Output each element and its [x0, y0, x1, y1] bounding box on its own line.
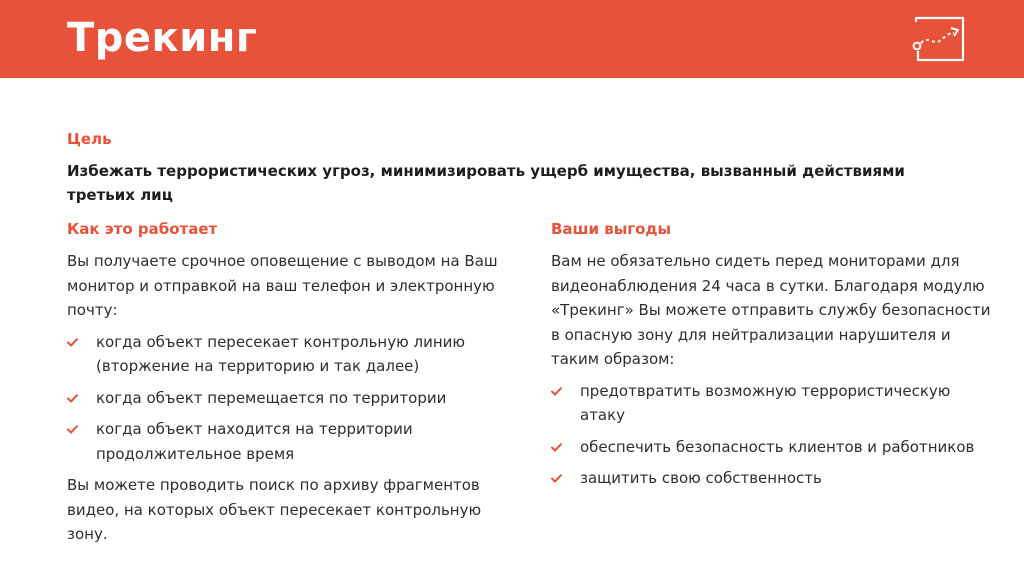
- how-it-works-intro: Вы получаете срочное оповещение с выводом на Ваш монитор и отправкой на ваш телефон и электронную почту:: [67, 252, 498, 319]
- page-title: Трекинг: [67, 15, 258, 61]
- check-icon: [551, 387, 562, 396]
- check-icon: [551, 474, 562, 483]
- list-item: [551, 435, 991, 460]
- list-item: [551, 379, 991, 428]
- how-it-works-title: Как это работает: [67, 220, 218, 238]
- benefits-intro: Вам не обязательно сидеть перед мониторами для видеонаблюдения 24 часа в сутки. Благодаря модулю «Трекинг» Вы можете отправить службу безопасности в опасную зону для нейтрализации нарушителя и таким образом:: [551, 252, 991, 368]
- check-icon: [67, 425, 78, 434]
- benefits-title: Ваши выгоды: [551, 220, 672, 238]
- how-it-works-list: [67, 330, 512, 467]
- tracking-route-icon: [910, 15, 966, 65]
- how-it-works-outro: Вы можете проводить поиск по архиву фрагментов видео, на которых объект пересекает контрольную зону.: [67, 476, 482, 543]
- list-item-text: предотвратить возможную террористическую атаку: [580, 381, 951, 424]
- list-item: [551, 466, 991, 491]
- goal-label: Цель: [67, 130, 112, 148]
- list-item: [67, 386, 512, 411]
- goal-text: Избежать террористических угроз, минимизировать ущерб имущества, вызванный действиями третьих лиц: [67, 162, 905, 204]
- check-icon: [67, 338, 78, 347]
- benefits-list: [551, 379, 991, 491]
- list-item-text: когда объект перемещается по территории: [96, 388, 447, 407]
- list-item-text: когда объект находится на территории продолжительное время: [96, 420, 413, 463]
- check-icon: [67, 394, 78, 403]
- list-item-text: когда объект пересекает контрольную линию (вторжение на территорию и так далее): [96, 332, 466, 375]
- check-icon: [551, 443, 562, 452]
- header-bar: [0, 0, 1024, 78]
- list-item: [67, 417, 512, 466]
- how-it-works-section: [67, 249, 512, 547]
- list-item-text: защитить свою собственность: [580, 469, 822, 487]
- list-item: [67, 330, 512, 379]
- list-item-text: обеспечить безопасность клиентов и работников: [580, 437, 975, 456]
- benefits-section: [551, 249, 991, 498]
